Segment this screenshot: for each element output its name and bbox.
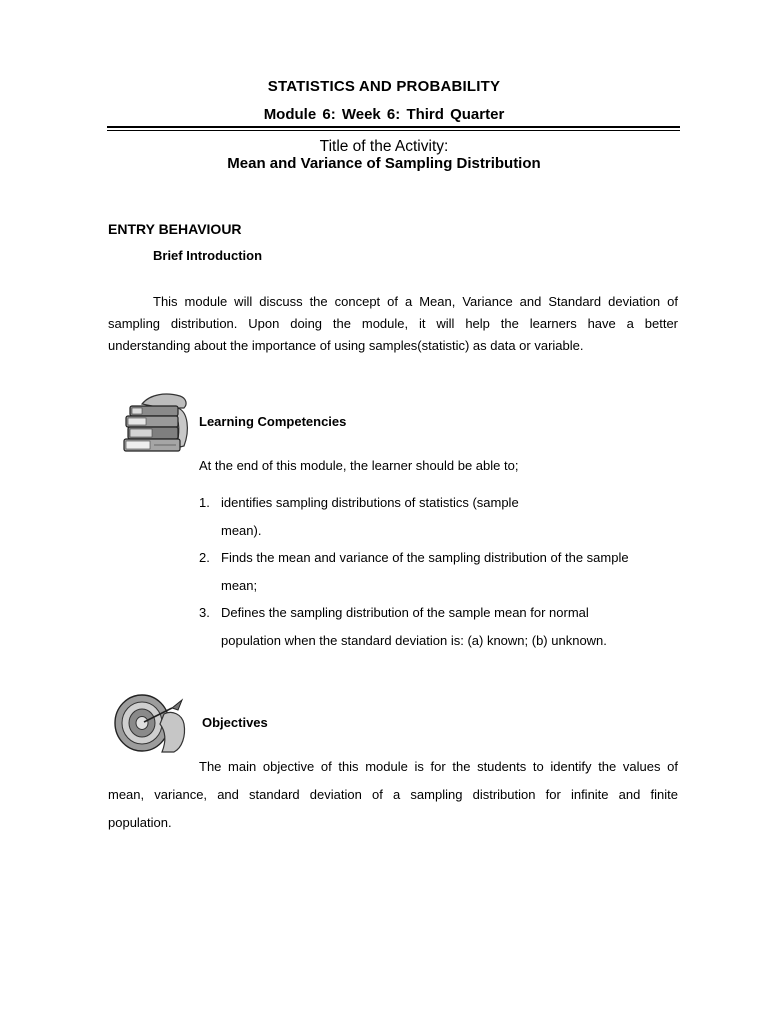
- stack-of-books-icon: [122, 390, 194, 456]
- list-item-number: 3.: [199, 605, 210, 620]
- objectives-line: mean, variance, and standard deviation of a sampling distribution for infinite and finite: [108, 787, 678, 802]
- list-item-text: mean).: [221, 523, 262, 538]
- list-item-text: Defines the sampling distribution of the sample mean for normal: [221, 605, 589, 620]
- objectives-line: The main objective of this module is for the students to identify the values of: [199, 759, 678, 774]
- learning-competencies-heading: Learning Competencies: [199, 414, 347, 429]
- objectives-paragraph: [108, 753, 678, 837]
- list-item-text: Finds the mean and variance of the sampling distribution of the sample: [221, 550, 629, 565]
- list-item: [199, 489, 669, 545]
- header-rule-thick: [107, 126, 680, 128]
- objectives-line: population.: [108, 815, 172, 830]
- header-rule-thin: [107, 130, 680, 131]
- module-line: Module 6: Week 6: Third Quarter: [263, 106, 505, 123]
- intro-line: sampling distribution. Upon doing the module, it will help the learners have a better: [108, 316, 678, 331]
- objectives-heading: Objectives: [202, 715, 268, 730]
- competencies-intro: At the end of this module, the learner should be able to;: [199, 458, 519, 473]
- document-subject: STATISTICS AND PROBABILITY: [267, 78, 501, 95]
- list-item-number: 2.: [199, 550, 210, 565]
- intro-line: understanding about the importance of using samples(statistic) as data or variable.: [108, 338, 584, 353]
- activity-label: Title of the Activity:: [319, 138, 449, 155]
- list-item-text: mean;: [221, 578, 258, 593]
- introduction-paragraph: [108, 291, 678, 357]
- intro-line: This module will discuss the concept of a Mean, Variance and Standard deviation of: [153, 294, 678, 309]
- list-item: [199, 544, 669, 600]
- list-item-text: population when the standard deviation is: (a) known; (b) unknown.: [221, 633, 607, 648]
- brief-introduction-heading: Brief Introduction: [153, 248, 263, 263]
- list-item-text: identifies sampling distributions of statistics (sample: [221, 495, 519, 510]
- list-item-number: 1.: [199, 495, 210, 510]
- entry-behaviour-heading: ENTRY BEHAVIOUR: [108, 221, 242, 237]
- activity-title: Mean and Variance of Sampling Distribution: [227, 155, 541, 172]
- list-item: [199, 599, 669, 655]
- dartboard-target-icon: [112, 692, 194, 754]
